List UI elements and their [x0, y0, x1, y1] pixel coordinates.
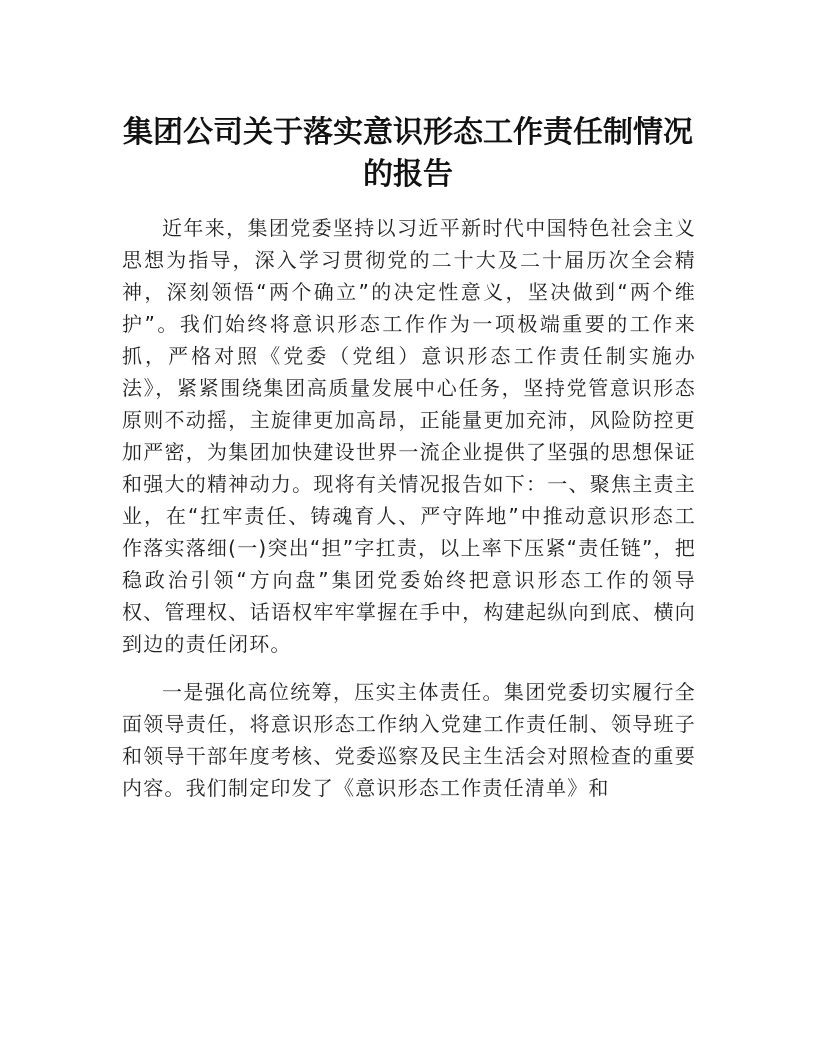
title-line-2: 的报告	[363, 157, 453, 192]
title-line-1: 集团公司关于落实意识形态工作责任制情况	[123, 115, 693, 150]
document-body	[122, 212, 696, 804]
document-title	[110, 112, 706, 196]
paragraph-point-one: 一是强化高位统筹，压实主体责任。集团党委切实履行全面领导责任，将意识形态工作纳入党建工作责任制、领导班子和领导干部年度考核、党委巡察及民主生活会对照检查的重要内容。我们制定印发了《意识形态工作责任清单》和	[122, 680, 696, 800]
paragraph-intro: 近年来，集团党委坚持以习近平新时代中国特色社会主义思想为指导，深入学习贯彻党的二十大及二十届历次全会精神，深刻领悟“两个确立”的决定性意义，坚决做到“两个维护”。我们始终将意识形态工作作为一项极端重要的工作来抓，严格对照《党委（党组）意识形态工作责任制实施办法》，紧紧围绕集团高质量发展中心任务，坚持党管意识形态原则不动摇，主旋律更加高昂，正能量更加充沛，风险防控更加严密，为集团加快建设世界一流企业提供了坚强的思想保证和强大的精神动力。现将有关情况报告如下：一、聚焦主责主业，在“扛牢责任、铸魂育人、严守阵地”中推动意识形态工作落实落细(一)突出“担”字扛责，以上率下压紧“责任链”，把稳政治引领“方向盘”集团党委始终把意识形态工作的领导权、管理权、话语权牢牢掌握在手中，构建起纵向到底、横向到边的责任闭环。	[122, 216, 696, 656]
